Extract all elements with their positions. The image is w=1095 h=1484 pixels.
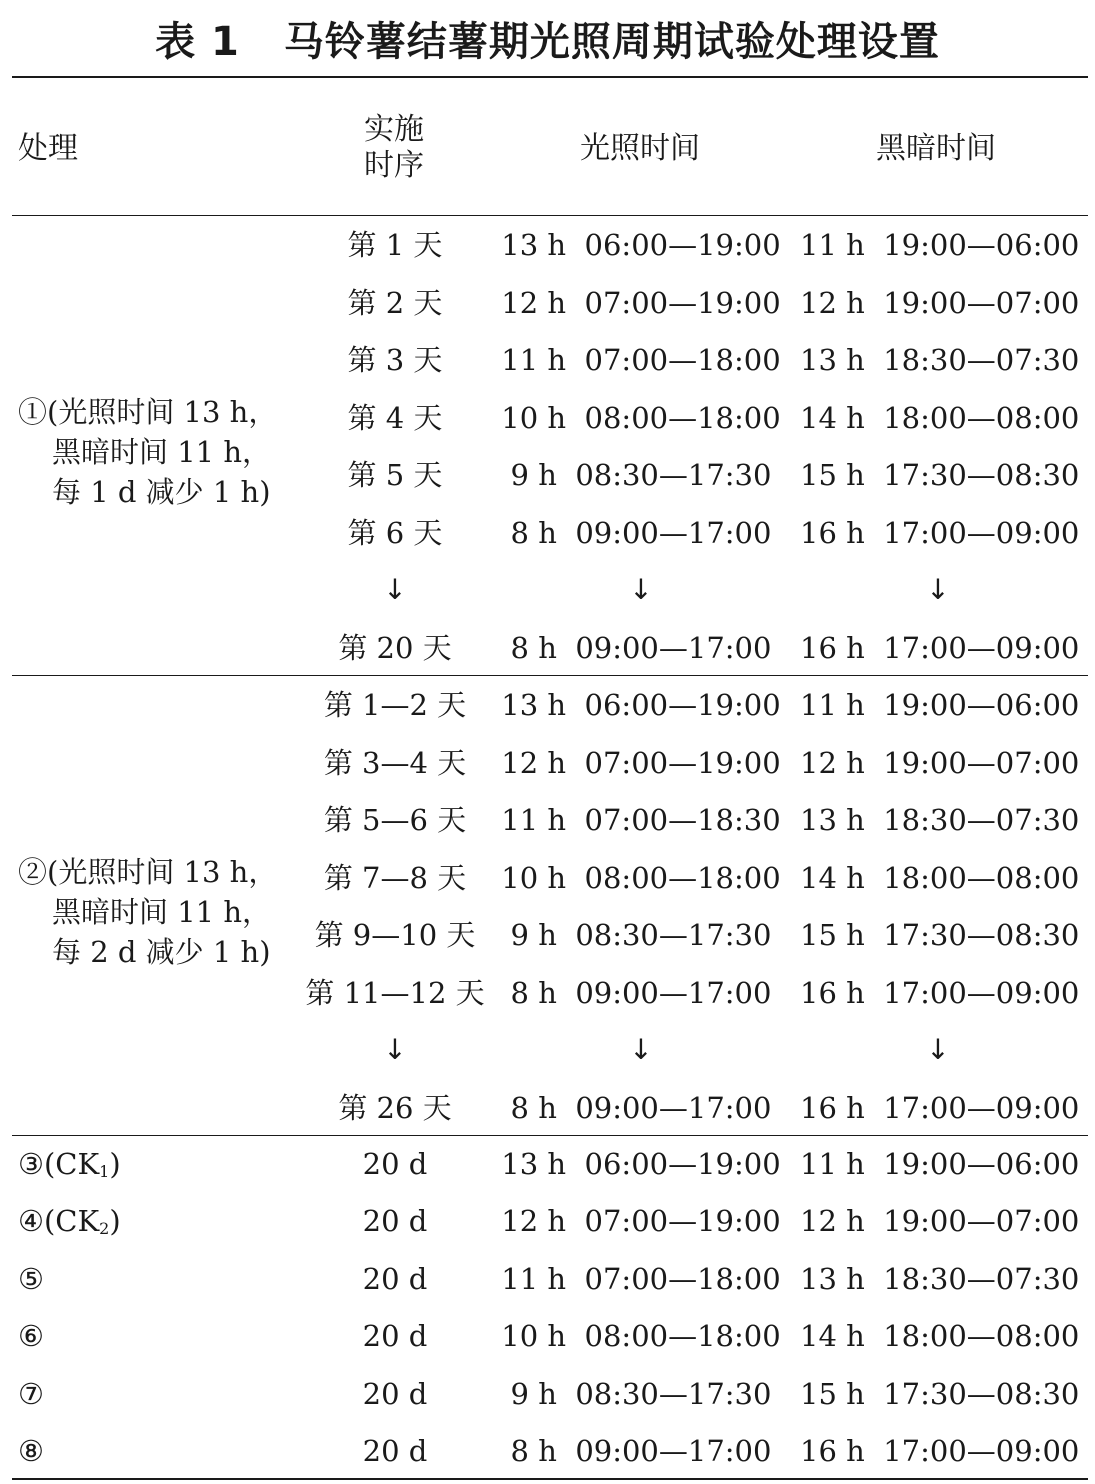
cell-dark-time: ↓	[926, 573, 950, 606]
cell-order: 第 1 天	[347, 228, 443, 262]
cell-light-time: 11 h 07:00—18:30	[501, 803, 781, 837]
cell-light-time: 13 h 06:00—19:00	[501, 1147, 781, 1181]
cell-light-time: 8 h 09:00—17:00	[510, 631, 772, 665]
cell-order: 第 5 天	[347, 458, 443, 492]
cell-light-time: 8 h 09:00—17:00	[510, 1091, 772, 1125]
cell-order: 20 d	[362, 1147, 428, 1181]
cell-dark-time: 15 h 17:30—08:30	[800, 1377, 1080, 1411]
header-order-line1: 实施	[364, 112, 424, 147]
group-treatment-label-line: 每 2 d 减少 1 h)	[52, 935, 271, 969]
cell-order: 第 7—8 天	[323, 861, 467, 895]
header-light-time: 光照时间	[580, 131, 700, 166]
cell-light-time: 13 h 06:00—19:00	[501, 228, 781, 262]
cell-dark-time: 12 h 19:00—07:00	[800, 286, 1080, 320]
cell-light-time: 8 h 09:00—17:00	[510, 976, 772, 1010]
header-rule	[12, 215, 1088, 216]
cell-dark-time: 14 h 18:00—08:00	[800, 401, 1080, 435]
cell-light-time: 12 h 07:00—19:00	[501, 1204, 781, 1238]
top-rule	[12, 76, 1088, 78]
cell-dark-time: 11 h 19:00—06:00	[800, 228, 1080, 262]
header-order-line2: 时序	[364, 148, 424, 183]
cell-order: 20 d	[362, 1319, 428, 1353]
cell-treatment: ⑥	[18, 1319, 44, 1353]
cell-light-time: 9 h 08:30—17:30	[510, 458, 772, 492]
cell-light-time: 9 h 08:30—17:30	[510, 1377, 772, 1411]
cell-treatment: ⑧	[18, 1434, 44, 1468]
group-treatment-label-line: ①(光照时间 13 h，	[18, 395, 278, 429]
group-treatment-label-line: ②(光照时间 13 h，	[18, 855, 278, 889]
cell-light-time: ↓	[629, 573, 653, 606]
group-divider-2	[12, 1135, 1088, 1136]
group-treatment-label-line: 黑暗时间 11 h，	[52, 895, 272, 929]
cell-dark-time: 16 h 17:00—09:00	[800, 1091, 1080, 1125]
cell-order: 第 5—6 天	[323, 803, 467, 837]
cell-order: 第 3 天	[347, 343, 443, 377]
group-treatment-label	[18, 852, 308, 972]
cell-dark-time: 16 h 17:00—09:00	[800, 976, 1080, 1010]
cell-treatment: $③(CK_1)$	[18, 1147, 121, 1181]
cell-light-time: 12 h 07:00—19:00	[501, 746, 781, 780]
cell-order: 第 2 天	[347, 286, 443, 320]
header-order	[342, 112, 446, 184]
subscript: 2	[99, 1219, 110, 1238]
cell-treatment: $④(CK_2)$	[18, 1204, 121, 1238]
cell-order: 第 1—2 天	[323, 688, 467, 722]
cell-dark-time: 13 h 18:30—07:30	[800, 803, 1080, 837]
cell-dark-time: ↓	[926, 1033, 950, 1066]
cell-light-time: 8 h 09:00—17:00	[510, 1434, 772, 1468]
cell-treatment: ⑦	[18, 1377, 44, 1411]
cell-light-time: 9 h 08:30—17:30	[510, 918, 772, 952]
cell-order: 20 d	[362, 1204, 428, 1238]
group-treatment-label-line: 每 1 d 减少 1 h)	[52, 475, 271, 509]
cell-dark-time: 16 h 17:00—09:00	[800, 1434, 1080, 1468]
cell-order: 第 11—12 天	[305, 976, 485, 1010]
cell-light-time: 11 h 07:00—18:00	[501, 343, 781, 377]
cell-light-time: 12 h 07:00—19:00	[501, 286, 781, 320]
cell-dark-time: 14 h 18:00—08:00	[800, 1319, 1080, 1353]
cell-dark-time: 12 h 19:00—07:00	[800, 746, 1080, 780]
cell-order: ↓	[383, 573, 407, 606]
cell-dark-time: 16 h 17:00—09:00	[800, 516, 1080, 550]
cell-dark-time: 13 h 18:30—07:30	[800, 1262, 1080, 1296]
table-caption: 马铃薯结薯期光照周期试验处理设置	[283, 19, 940, 65]
group-divider-1	[12, 675, 1088, 676]
cell-dark-time: 11 h 19:00—06:00	[800, 1147, 1080, 1181]
cell-treatment: ⑤	[18, 1262, 44, 1296]
header-dark-time: 黑暗时间	[876, 131, 996, 166]
cell-dark-time: 12 h 19:00—07:00	[800, 1204, 1080, 1238]
cell-order: 第 4 天	[347, 401, 443, 435]
cell-dark-time: 15 h 17:30—08:30	[800, 918, 1080, 952]
cell-light-time: 10 h 08:00—18:00	[501, 861, 781, 895]
cell-light-time: 13 h 06:00—19:00	[501, 688, 781, 722]
cell-light-time: 10 h 08:00—18:00	[501, 401, 781, 435]
cell-order: 第 3—4 天	[323, 746, 467, 780]
group-treatment-label	[18, 392, 308, 512]
group-treatment-label-line: 黑暗时间 11 h，	[52, 435, 272, 469]
bottom-rule	[12, 1478, 1088, 1480]
cell-order: 第 9—10 天	[314, 918, 476, 952]
header-treatment: 处理	[18, 131, 78, 166]
cell-light-time: 8 h 09:00—17:00	[510, 516, 772, 550]
cell-light-time: 11 h 07:00—18:00	[501, 1262, 781, 1296]
cell-dark-time: 14 h 18:00—08:00	[800, 861, 1080, 895]
table-title	[0, 10, 1095, 74]
subscript: 1	[99, 1162, 110, 1181]
cell-dark-time: 16 h 17:00—09:00	[800, 631, 1080, 665]
table-number: 表 1	[155, 19, 240, 65]
cell-dark-time: 13 h 18:30—07:30	[800, 343, 1080, 377]
cell-order: 第 26 天	[338, 1091, 452, 1125]
cell-order: 第 6 天	[347, 516, 443, 550]
cell-order: 20 d	[362, 1262, 428, 1296]
cell-light-time: ↓	[629, 1033, 653, 1066]
cell-order: 第 20 天	[338, 631, 452, 665]
cell-dark-time: 11 h 19:00—06:00	[800, 688, 1080, 722]
cell-order: 20 d	[362, 1434, 428, 1468]
cell-order: ↓	[383, 1033, 407, 1066]
cell-dark-time: 15 h 17:30—08:30	[800, 458, 1080, 492]
cell-order: 20 d	[362, 1377, 428, 1411]
cell-light-time: 10 h 08:00—18:00	[501, 1319, 781, 1353]
